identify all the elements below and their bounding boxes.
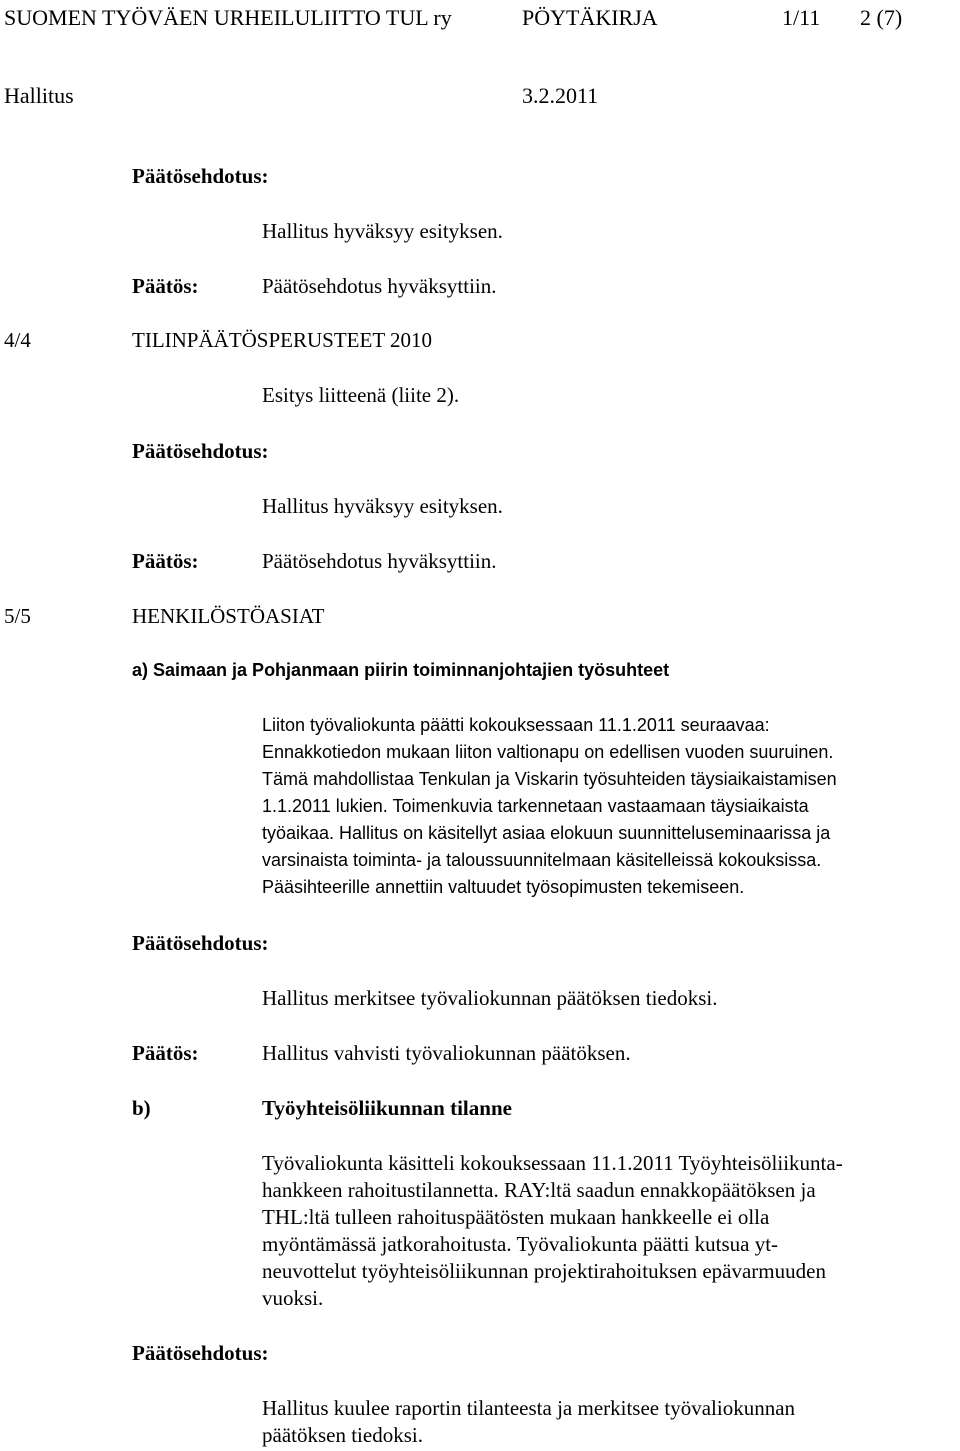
body-line: 1.1.2011 lukien. Toimenkuvia tarkennetaan vastaamaan täysiaikaista (262, 796, 809, 816)
body-line: työaikaa. Hallitus on käsitellyt asiaa elokuun suunnitteluseminaarissa ja (262, 823, 831, 843)
body-line: hankkeen rahoitustilannetta. RAY:ltä saadun ennakkopäätöksen ja (262, 1178, 816, 1202)
subsection-heading: a) Saimaan ja Pohjanmaan piirin toiminnanjohtajien työsuhteet (132, 660, 670, 680)
proposal-text: Hallitus hyväksyy esityksen. (262, 219, 503, 243)
proposal-text: Hallitus hyväksyy esityksen. (262, 494, 503, 518)
doc-type: PÖYTÄKIRJA (522, 5, 658, 30)
decision-label: Päätös: (132, 549, 199, 573)
decision-text: Hallitus vahvisti työvaliokunnan päätöksen. (262, 1041, 631, 1065)
proposal-text: päätöksen tiedoksi. (262, 1423, 423, 1447)
body-line: vuoksi. (262, 1286, 324, 1310)
decision-label: Päätös: (132, 274, 199, 298)
subsection-letter: b) (132, 1096, 151, 1120)
item-intro: Esitys liitteenä (liite 2). (262, 383, 460, 407)
body-line: Ennakkotiedon mukaan liiton valtionapu on edellisen vuoden suuruinen. (262, 742, 834, 762)
proposal-label: Päätösehdotus: (132, 931, 269, 955)
proposal-label: Päätösehdotus: (132, 439, 269, 463)
item-title: HENKILÖSTÖASIAT (132, 604, 325, 628)
subsection-heading: Työyhteisöliikunnan tilanne (262, 1096, 512, 1120)
item-title: TILINPÄÄTÖSPERUSTEET 2010 (132, 328, 433, 352)
item-number: 4/4 (4, 328, 31, 352)
decision-text: Päätösehdotus hyväksyttiin. (262, 274, 497, 298)
body-line: Liiton työvaliokunta päätti kokouksessaan 11.1.2011 seuraavaa: (262, 715, 770, 735)
org-name: SUOMEN TYÖVÄEN URHEILULIITTO TUL ry (4, 5, 452, 30)
proposal-text: Hallitus merkitsee työvaliokunnan päätöksen tiedoksi. (262, 986, 718, 1010)
proposal-label: Päätösehdotus: (132, 1341, 269, 1365)
meeting-body: Hallitus (4, 83, 74, 108)
body-line: Työvaliokunta käsitteli kokouksessaan 11.1.2011 Työyhteisöliikunta- (262, 1151, 843, 1175)
body-line: Tämä mahdollistaa Tenkulan ja Viskarin työsuhteiden täysiaikaistamisen (262, 769, 837, 789)
page-number: 2 (7) (860, 5, 903, 30)
body-line: THL:ltä tulleen rahoituspäätösten mukaan hankkeelle ei olla (262, 1205, 770, 1229)
item-number: 5/5 (4, 604, 31, 628)
proposal-label: Päätösehdotus: (132, 164, 269, 188)
meeting-date: 3.2.2011 (522, 83, 599, 108)
decision-text: Päätösehdotus hyväksyttiin. (262, 549, 497, 573)
body-line: Pääsihteerille annettiin valtuudet työsopimusten tekemiseen. (262, 877, 745, 897)
decision-label: Päätös: (132, 1041, 199, 1065)
body-line: varsinaista toiminta- ja taloussuunnitelmaan käsitelleissä kokouksissa. (262, 850, 822, 870)
proposal-text: Hallitus kuulee raportin tilanteesta ja merkitsee työvaliokunnan (262, 1396, 796, 1420)
body-line: myöntämässä jatkorahoitusta. Työvaliokunta päätti kutsua yt- (262, 1232, 779, 1256)
body-line: neuvottelut työyhteisöliikunnan projektirahoituksen epävarmuuden (262, 1259, 826, 1283)
doc-number: 1/11 (782, 5, 821, 30)
